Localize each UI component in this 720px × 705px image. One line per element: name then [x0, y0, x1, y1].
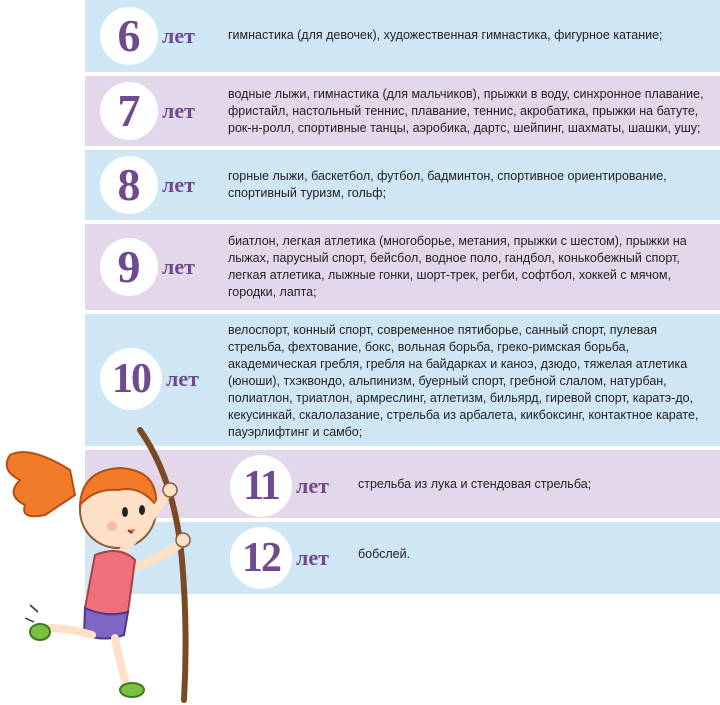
age-badge: [100, 7, 195, 65]
age-unit: лет: [166, 366, 199, 391]
age-unit: лет: [162, 254, 195, 279]
age-number: 11: [230, 455, 292, 517]
age-badge: [230, 455, 329, 517]
sports-list: велоспорт, конный спорт, современное пятиборье, санный спорт, пулевая стрельба, фехтование, бокс, вольная борьба, греко-римская борьба, академическая гребля, гребля на байдарках и каноэ, дзюдо, тяжелая атлетика (юноши), тхэквондо, альпинизм, буерный спорт, гребной слалом, натурбан, полиатлон, триатлон, армреслинг, атлетизм, бильярд, гиревой спорт, каратэ-до, кекусинкай, скалолазание, стрельба из арбалета, кикбоксинг, контактное карате, пауэрлифтинг и самбо;: [228, 323, 699, 439]
age-row-9: [85, 224, 720, 310]
sports-list: стрельба из лука и стендовая стрельба;: [358, 477, 592, 491]
age-row-7: [85, 76, 720, 146]
age-row-12: [85, 522, 720, 594]
age-unit: лет: [162, 23, 195, 48]
sports-list: водные лыжи, гимнастика (для мальчиков), прыжки в воду, синхронное плавание, фристайл, настольный теннис, плавание, теннис, акробатика, прыжки на батуте, рок-н-ролл, спортивные танцы, аэробика, дартс, шейпинг, шахматы, шашки, ушу;: [228, 87, 704, 135]
age-number: 6: [100, 7, 158, 65]
age-number: 10: [100, 348, 162, 410]
shoe-icon: [30, 624, 50, 640]
sports-list: бобслей.: [358, 547, 411, 561]
age-row-11: [85, 450, 720, 518]
sports-list: гимнастика (для девочек), художественная гимнастика, фигурное катание;: [228, 28, 663, 42]
age-unit: лет: [296, 473, 329, 498]
age-number: 7: [100, 82, 158, 140]
age-badge: [100, 156, 195, 214]
shoe-icon: [120, 683, 144, 697]
hair-icon: [7, 452, 75, 516]
age-badge: [100, 348, 199, 410]
age-number: 12: [230, 527, 292, 589]
age-unit: лет: [296, 545, 329, 570]
age-row-8: [85, 150, 720, 220]
age-row-10: [85, 314, 720, 446]
sports-list: горные лыжи, баскетбол, футбол, бадминтон, спортивное ориентирование, спортивный туризм, гольф;: [228, 169, 667, 200]
age-number: 9: [100, 238, 158, 296]
sports-list: биатлон, легкая атлетика (многоборье, метания, прыжки с шестом), прыжки на лыжах, парусный спорт, бейсбол, водное поло, гандбол, конькобежный спорт, легкая атлетика, лыжные гонки, шорт-трек, регби, софтбол, хоккей с мячом, городки, лапта;: [228, 234, 687, 299]
age-unit: лет: [162, 172, 195, 197]
age-number: 8: [100, 156, 158, 214]
age-row-6: [85, 0, 720, 72]
age-unit: лет: [162, 98, 195, 123]
shorts-icon: [84, 608, 128, 639]
age-badge: [100, 238, 195, 296]
age-badge: [230, 527, 329, 589]
age-badge: [100, 82, 195, 140]
